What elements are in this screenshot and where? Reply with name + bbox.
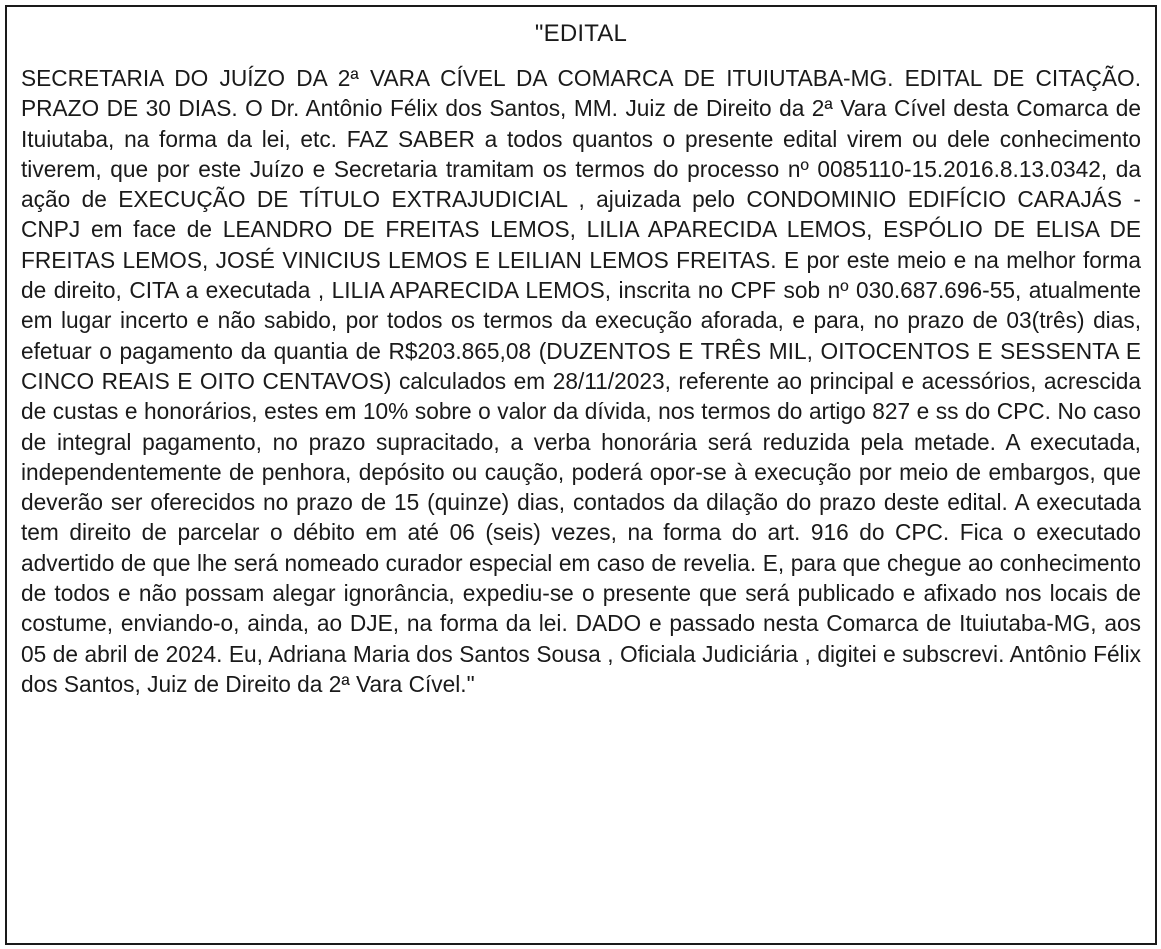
notice-body: SECRETARIA DO JUÍZO DA 2ª VARA CÍVEL DA COMARCA DE ITUIUTABA-MG. EDITAL DE CITAÇÃO. PRAZO DE 30 DIAS. O Dr. Antônio Félix dos Santos, MM. Juiz de Direito da 2ª Vara Cível desta Comarca de Ituiutaba, na forma da lei, etc. FAZ SABER a todos quantos o presente edital virem ou dele conhecimento tiverem, que por este Juízo e Secretaria tramitam os termos do processo nº 0085110-15.2016.8.13.0342, da ação de EXECUÇÃO DE TÍTULO EXTRAJUDICIAL , ajuizada pelo CONDOMINIO EDIFÍCIO CARAJÁS - CNPJ em face de LEANDRO DE FREITAS LEMOS, LILIA APARECIDA LEMOS, ESPÓLIO DE ELISA DE FREITAS LEMOS, JOSÉ VINICIUS LEMOS E LEILIAN LEMOS FREITAS. E por este meio e na melhor forma de direito, CITA a executada , LILIA APARECIDA LEMOS, inscrita no CPF sob nº 030.687.696-55, atualmente em lugar incerto e não sabido, por todos os termos da execução aforada, e para, no prazo de 03(três) dias, efetuar o pagamento da quantia de R$203.865,08 (DUZENTOS E TRÊS MIL, OITOCENTOS E SESSENTA E CINCO REAIS E OITO CENTAVOS) calculados em 28/11/2023, referente ao principal e acessórios, acrescida de custas e honorários, estes em 10% sobre o valor da dívida, nos termos do artigo 827 e ss do CPC. No caso de integral pagamento, no prazo supracitado, a verba honorária será reduzida pela metade. A executada, independentemente de penhora, depósito ou caução, poderá opor-se à execução por meio de embargos, que deverão ser oferecidos no prazo de 15 (quinze) dias, contados da dilação do prazo deste edital. A executada tem direito de parcelar o débito em até 06 (seis) vezes, na forma do art. 916 do CPC. Fica o executado advertido de que lhe será nomeado curador especial em caso de revelia. E, para que chegue ao conhecimento de todos e não possam alegar ignorância, expediu-se o presente que será publicado e afixado nos locais de costume, enviando-o, ainda, ao DJE, na forma da lei. DADO e passado nesta Comarca de Ituiutaba-MG, aos 05 de abril de 2024. Eu, Adriana Maria dos Santos Sousa , Oficiala Judiciária , digitei e subscrevi. Antônio Félix dos Santos, Juiz de Direito da 2ª Vara Cível." <box>21 65 1141 697</box>
notice-title: "EDITAL <box>534 20 628 47</box>
legal-notice-box <box>5 5 1157 945</box>
